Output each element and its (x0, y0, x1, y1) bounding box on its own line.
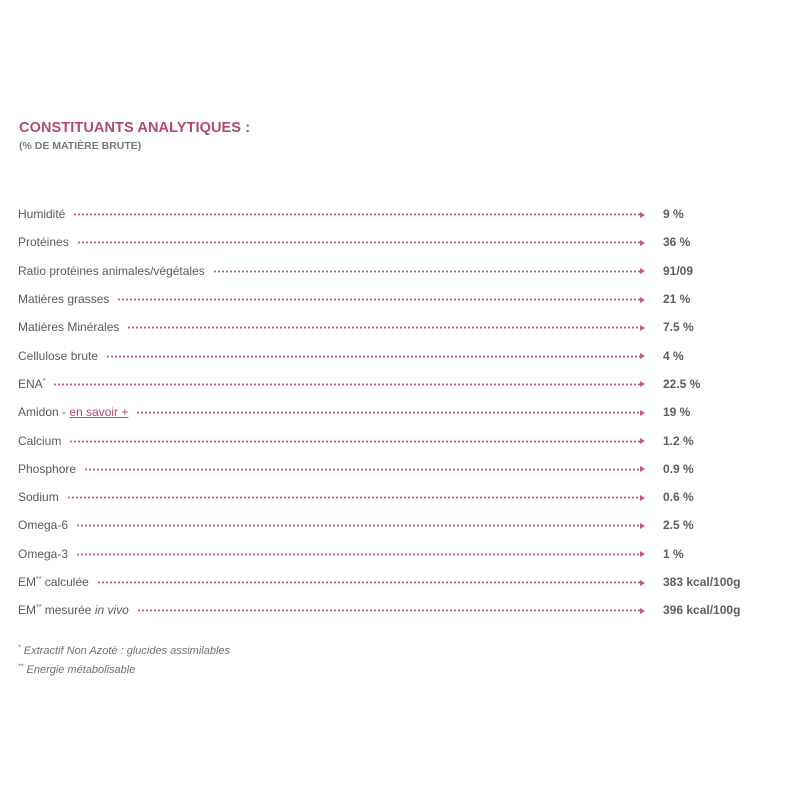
row-value: 0.9 % (663, 461, 694, 476)
dotted-leader (97, 581, 640, 584)
row-label-italic: in vivo (94, 603, 129, 618)
row-label-text: ENA (18, 376, 43, 391)
dotted-leader (67, 496, 640, 499)
row-value: 1.2 % (663, 433, 694, 448)
table-row (18, 228, 758, 256)
table-row (18, 398, 758, 426)
dotted-leader (76, 524, 640, 527)
row-value: 36 % (663, 235, 691, 250)
row-value: 19 % (663, 405, 691, 420)
row-label-text: Omega-6 (18, 518, 69, 533)
table-row (18, 511, 758, 539)
table-row (18, 313, 758, 341)
footnote-marker: * (42, 377, 46, 385)
row-label-text: Sodium (18, 490, 59, 505)
row-label (18, 349, 106, 363)
section-subtitle: (% DE MATIÈRE BRUTE) (19, 140, 142, 152)
table-row (18, 455, 758, 483)
section-title: CONSTITUANTS ANALYTIQUES : (19, 120, 251, 136)
row-value: 9 % (663, 207, 684, 222)
dotted-leader (213, 270, 640, 273)
row-value: 7.5 % (663, 320, 694, 335)
row-value: 22.5 % (663, 376, 701, 391)
row-value: 383 kcal/100g (663, 575, 741, 589)
row-label-text: Protéines (18, 235, 69, 250)
table-row (18, 257, 758, 285)
footnotes (18, 645, 230, 683)
analytics-table (18, 200, 758, 624)
row-label (18, 603, 137, 617)
row-label (18, 377, 53, 391)
arrow-icon (640, 523, 645, 529)
row-label-suffix: mesurée (41, 603, 95, 618)
row-label (18, 207, 73, 221)
row-value: 2.5 % (663, 518, 694, 533)
row-label-text: Ratio protéines animales/végétales (18, 263, 205, 278)
row-label-text: EM (18, 575, 36, 589)
dotted-leader (137, 609, 640, 612)
row-value: 0.6 % (663, 490, 694, 505)
dotted-leader (117, 298, 640, 301)
row-label-text: Phosphore (18, 461, 77, 476)
row-label-text: Humidité (18, 207, 66, 222)
row-value: 396 kcal/100g (663, 603, 741, 618)
arrow-icon (640, 325, 645, 331)
row-label-text: Amidon - (18, 405, 70, 420)
row-label (18, 320, 127, 334)
dotted-leader (77, 241, 640, 244)
row-label-suffix: calculée (41, 575, 89, 589)
footnote-marker: ** (36, 576, 42, 583)
arrow-icon (640, 438, 645, 444)
arrow-icon (640, 466, 645, 472)
row-label (18, 462, 84, 476)
row-value: 1 % (663, 546, 684, 561)
table-row (18, 596, 758, 624)
table-row (18, 483, 758, 511)
table-row (18, 540, 758, 568)
arrow-icon (640, 212, 645, 218)
footnote-marker: * (18, 644, 21, 652)
arrow-icon (640, 608, 645, 614)
arrow-icon (640, 240, 645, 246)
row-label (18, 490, 67, 504)
dotted-leader (106, 355, 640, 358)
arrow-icon (640, 551, 645, 557)
row-label (18, 405, 136, 419)
dotted-leader (73, 213, 640, 216)
dotted-leader (53, 383, 640, 386)
row-label (18, 547, 76, 561)
dotted-leader (127, 326, 640, 329)
arrow-icon (640, 297, 645, 303)
footnote-text: Extractif Non Azoté : glucides assimilables (20, 645, 231, 657)
table-row (18, 285, 758, 313)
row-value: 21 % (663, 292, 691, 307)
row-label (18, 292, 117, 306)
row-label-text: Omega-3 (18, 546, 69, 561)
arrow-icon (640, 410, 645, 416)
footnote-marker: ** (36, 604, 42, 612)
arrow-icon (640, 381, 645, 387)
learn-more-link[interactable]: en savoir + (69, 405, 129, 420)
row-value: 91/09 (663, 263, 694, 278)
row-label-text: Cellulose brute (18, 348, 99, 363)
row-label (18, 518, 76, 532)
row-label-text: Matières Minérales (18, 320, 120, 335)
row-label (18, 434, 69, 448)
table-row (18, 568, 758, 596)
footnote (18, 645, 230, 664)
table-row (18, 370, 758, 398)
dotted-leader (136, 411, 640, 414)
section-header (19, 120, 250, 152)
footnote (18, 664, 230, 683)
arrow-icon (640, 495, 645, 501)
row-value: 4 % (663, 348, 684, 363)
dotted-leader (76, 553, 640, 556)
row-label-text: Matières grasses (18, 292, 110, 307)
table-row (18, 426, 758, 454)
row-label-text: EM (18, 603, 36, 618)
row-label (18, 575, 97, 589)
row-label (18, 235, 77, 249)
table-row (18, 200, 758, 228)
arrow-icon (640, 353, 645, 359)
row-label (18, 264, 213, 278)
row-label-text: Calcium (18, 433, 62, 448)
table-row (18, 341, 758, 369)
dotted-leader (69, 440, 640, 443)
arrow-icon (640, 580, 645, 586)
footnote-text: Energie métabolisable (23, 664, 136, 676)
arrow-icon (640, 268, 645, 274)
footnote-marker: ** (18, 663, 24, 671)
dotted-leader (84, 468, 640, 471)
